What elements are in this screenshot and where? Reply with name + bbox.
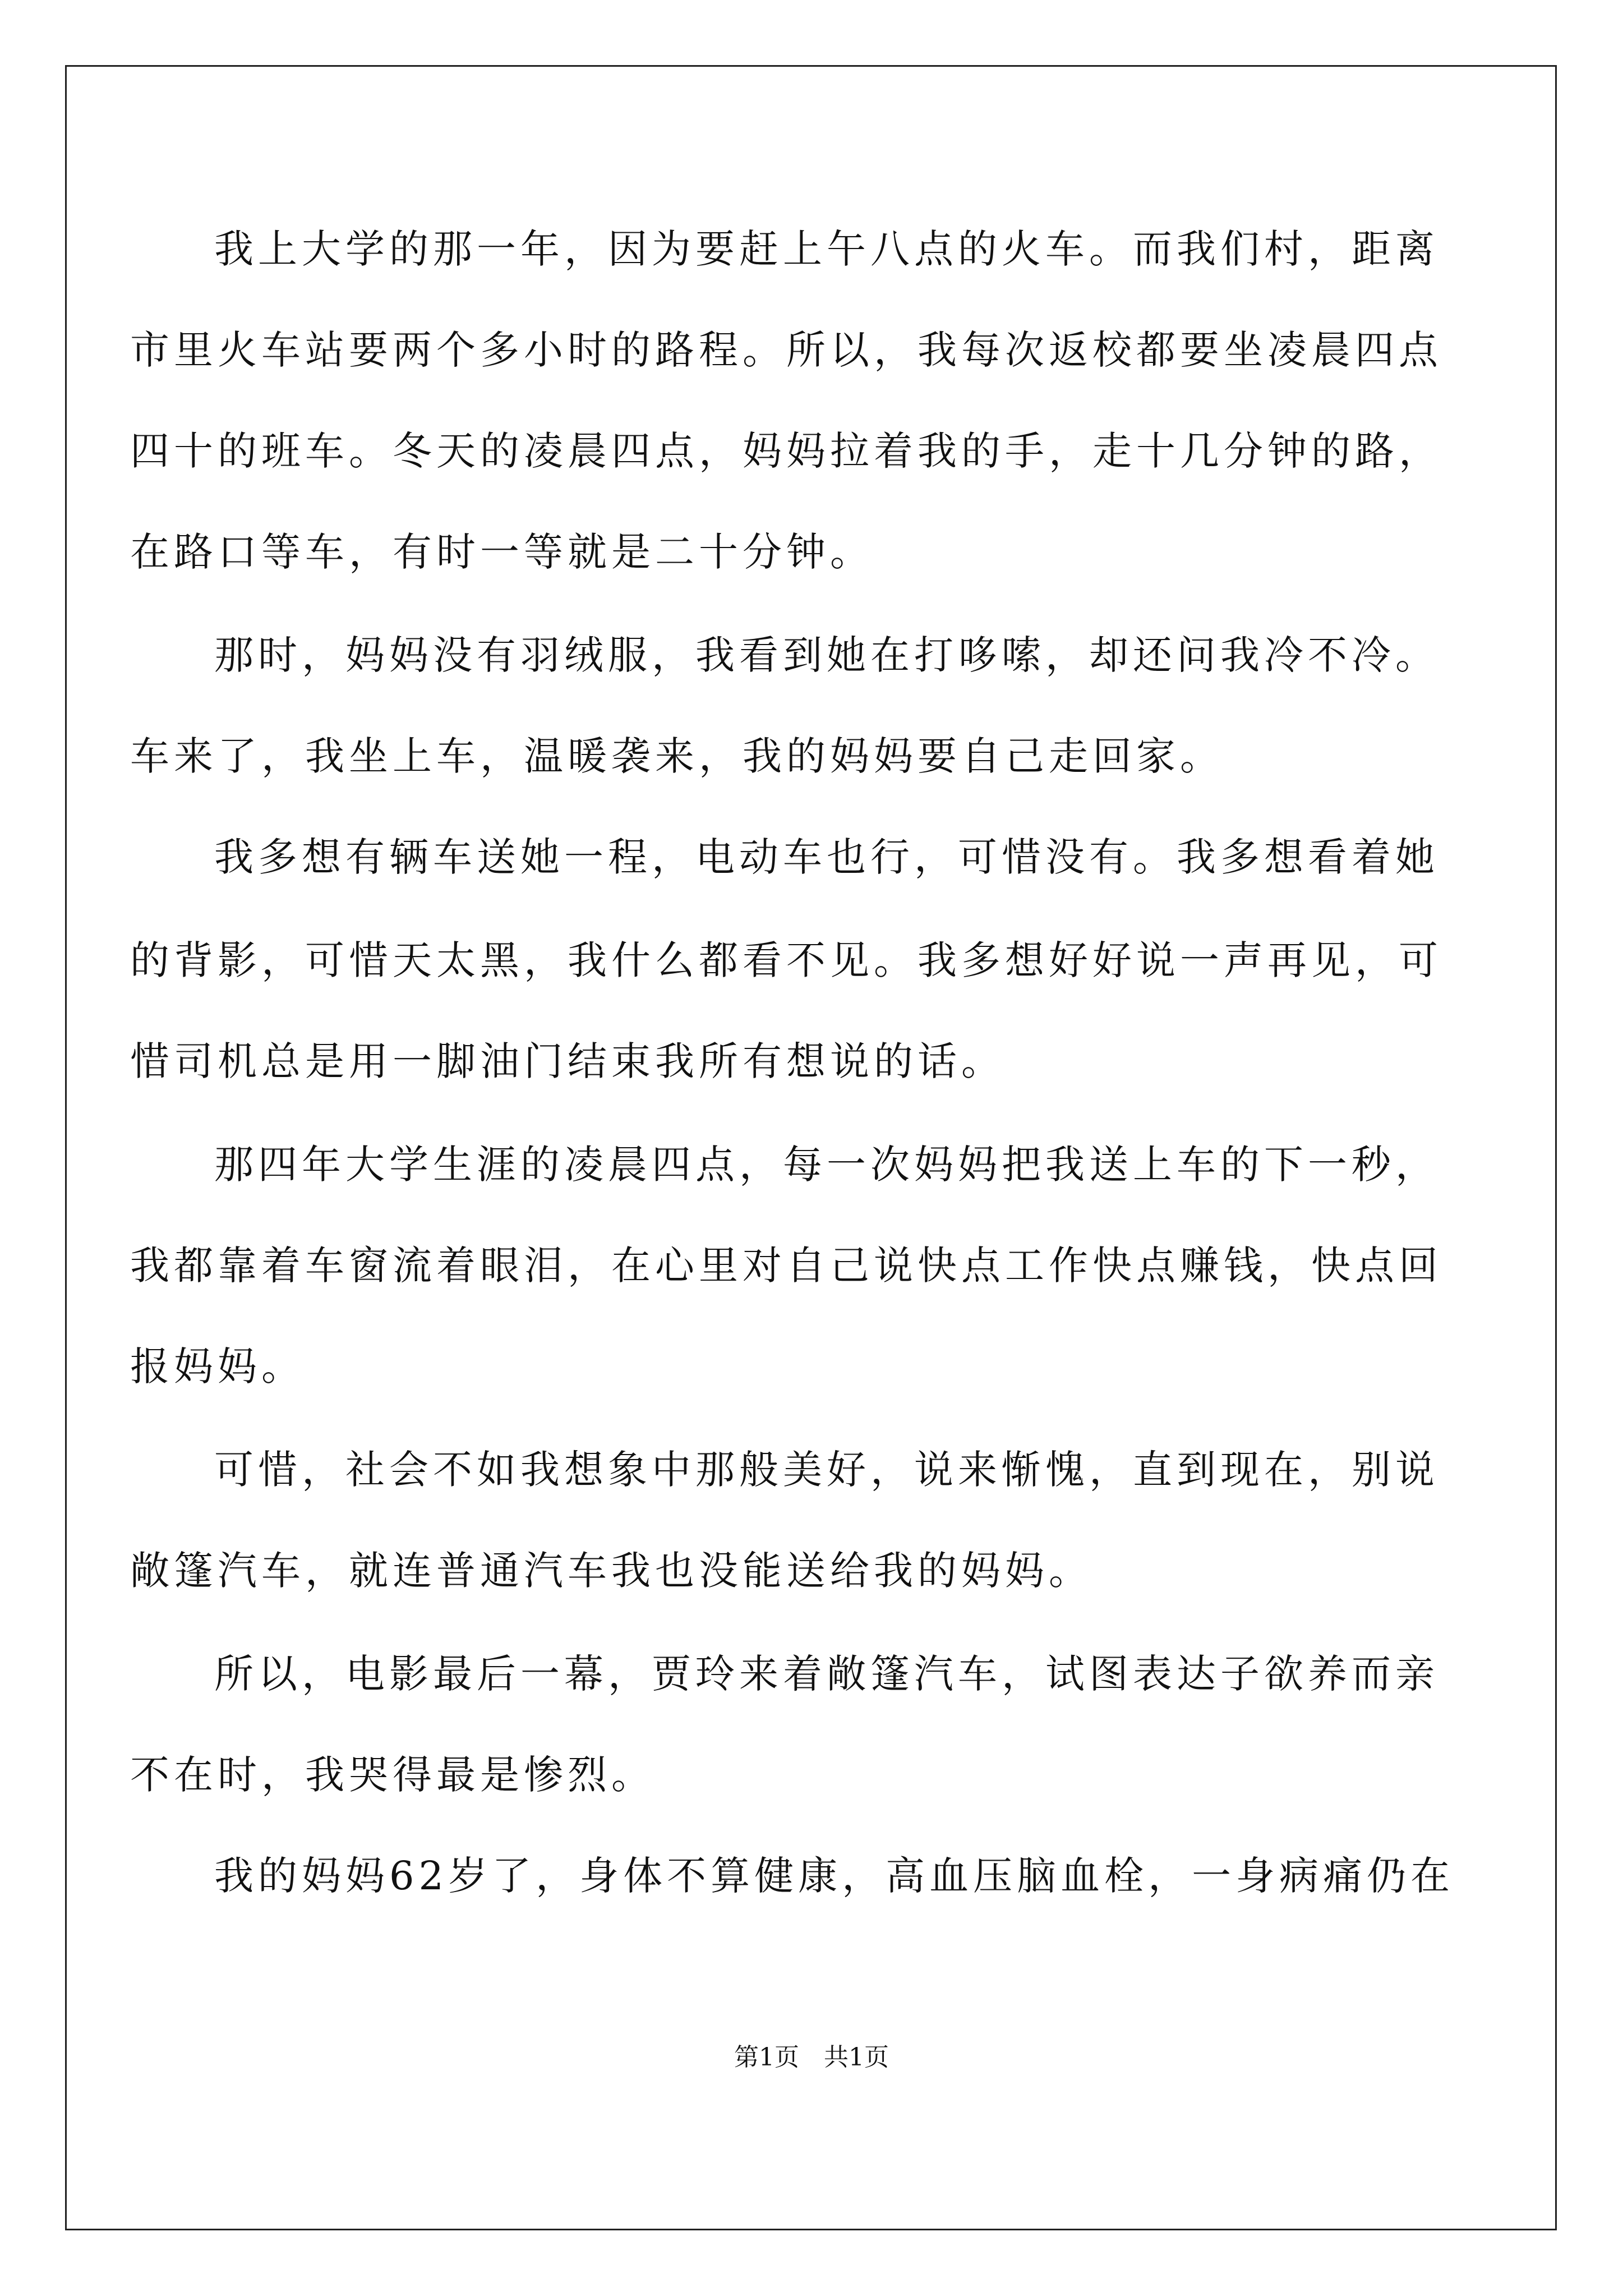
text-line: 报妈妈。	[130, 1343, 305, 1389]
text-line: 车来了，我坐上车，温暖袭来，我的妈妈要自己走回家。	[130, 733, 1224, 779]
text-line: 可惜，社会不如我想象中那般美好，说来惭愧，直到现在，别说	[214, 1447, 1439, 1493]
text-line: 所以，电影最后一幕，贾玲来着敞篷汽车，试图表达子欲养而亲	[214, 1651, 1439, 1697]
text-line: 市里火车站要两个多小时的路程。所以，我每次返校都要坐凌晨四点	[130, 327, 1442, 373]
text-line: 敞篷汽车，就连普通汽车我也没能送给我的妈妈。	[130, 1548, 1092, 1594]
text-line: 不在时，我哭得最是惨烈。	[130, 1752, 655, 1798]
text-line: 惜司机总是用一脚油门结束我所有想说的话。	[130, 1038, 1005, 1084]
text-line: 我都靠着车窗流着眼泪，在心里对自己说快点工作快点赚钱，快点回	[130, 1243, 1442, 1289]
text-line: 的背影，可惜天太黑，我什么都看不见。我多想好好说一声再见，可	[130, 937, 1442, 983]
text-line: 四十的班车。冬天的凌晨四点，妈妈拉着我的手，走十几分钟的路，	[130, 428, 1442, 474]
text-line: 我的妈妈62岁了，身体不算健康，高血压脑血栓，一身病痛仍在	[214, 1853, 1455, 1899]
text-line: 那四年大学生涯的凌晨四点，每一次妈妈把我送上车的下一秒，	[214, 1142, 1439, 1188]
text-line: 那时，妈妈没有羽绒服，我看到她在打哆嗦，却还问我冷不冷。	[214, 632, 1439, 678]
text-line: 我多想有辆车送她一程，电动车也行，可惜没有。我多想看着她	[214, 834, 1439, 880]
text-line: 在路口等车，有时一等就是二十分钟。	[130, 529, 874, 575]
page-number-footer: 第1页 共1页	[734, 2043, 889, 2072]
text-line: 我上大学的那一年，因为要赶上午八点的火车。而我们村，距离	[214, 226, 1439, 272]
